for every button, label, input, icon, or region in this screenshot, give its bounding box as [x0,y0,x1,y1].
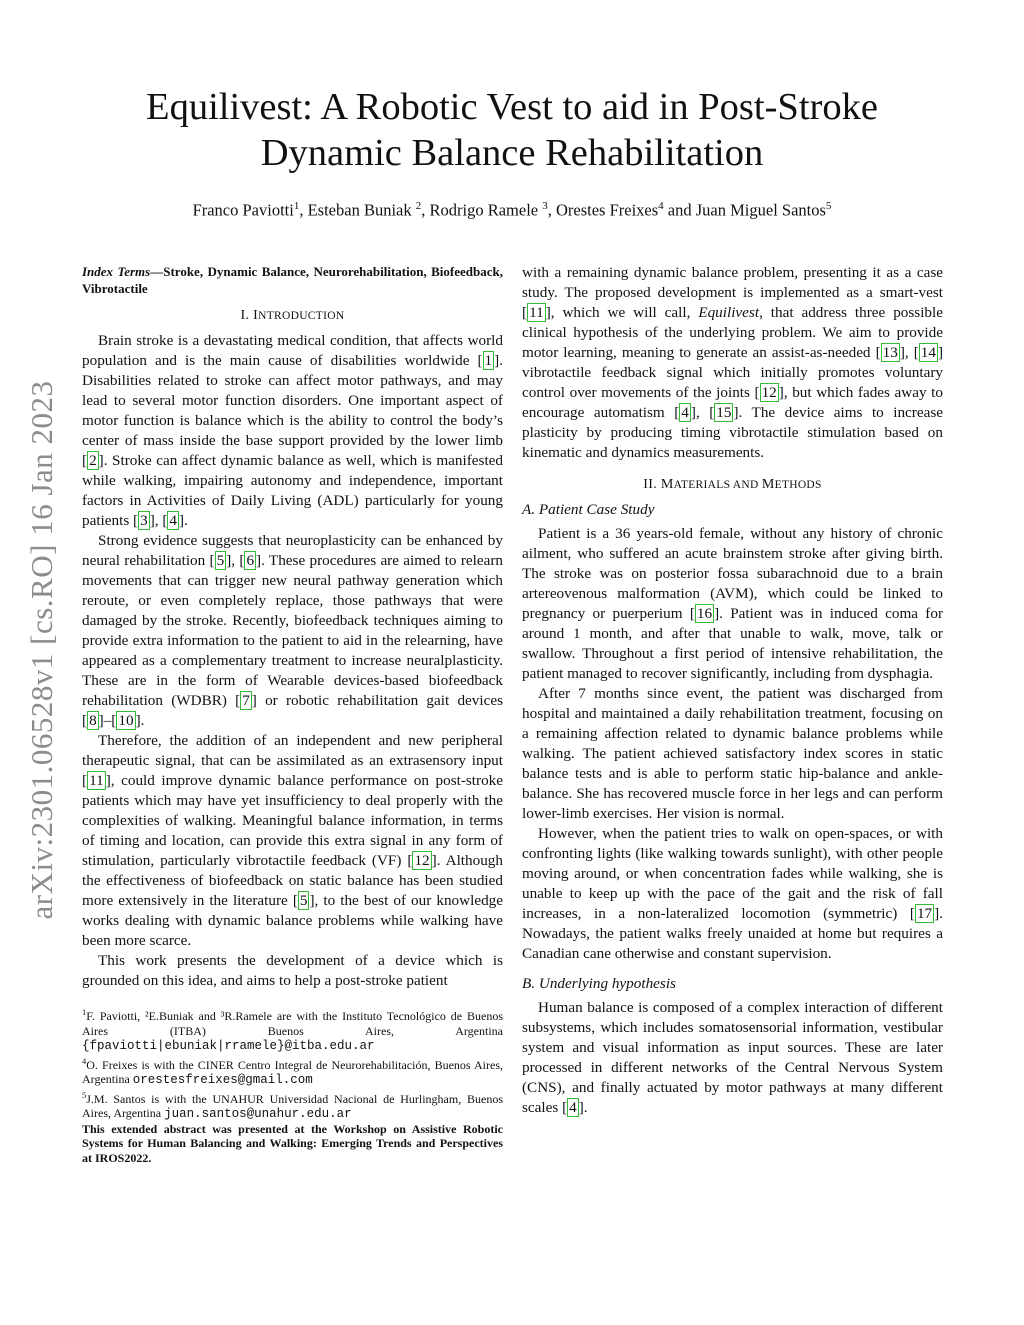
citation-link[interactable]: 15 [716,404,732,421]
citation-link[interactable]: 11 [89,772,104,789]
author: Juan Miguel Santos [695,200,826,220]
section-title-initial: I [253,308,259,323]
paragraph: Strong evidence suggests that neuroplasticity can be enhanced by neural rehabilitation [ 5 ], [ 6 ]. These procedures are aimed to relearn movements that can trigger new neural pathway generation which reroute, or even completely replace, those pathways that were damaged by the stroke. Recently, biofeedback techniques aiming to provide extra information to the patient to aid in the relearning, have appeared as a complementary treatment to increase neuralplasticity. These are in the form of Wearable devices-based biofeedback rehabilitation (WDBR) [ 7 ] or robotic rehabilitation gait devices [ 8 ]–[ 10 ]. [82,532,503,729]
citation-link[interactable]: 1 [484,352,493,369]
section-numeral: II. [643,477,657,492]
index-terms-label: Index Terms [82,264,151,279]
paragraph: with a remaining dynamic balance problem, presenting it as a case study. The proposed development is implemented as a smart-vest [ 11 ], which we will call, Equilivest, that address three possible clinical hypothesis of the underlying problem. We aim to provide motor learning, meaning to generate an assist-as-needed [ 13 ], [ 14 ] vibrotactile feedback signal which initially promotes voluntary control over movements of the joints [ 12 ], but which fades away to encourage automatism [ 4 ], [ 15 ]. The device aims to increase plasticity by producing timing vibrotactile stimulation based on kinematic and dynamics measurements. [522,264,943,461]
section-heading-introduction [82,306,503,326]
citation-link[interactable]: 17 [916,905,933,922]
footnote-affiliation-5: $^5$J.M. Santos is with the UNAHUR Universidad Nacional de Hurlingham, Buenos Aires, Argentina juan.santos@unahur.edu.ar [82,1089,503,1121]
author-separator: , [421,200,430,220]
section-heading-methods: II. MATERIALS AND METHODS [643,477,822,492]
footnotes [82,1005,503,1165]
paragraph: Therefore, the addition of an independent and new peripheral therapeutic signal, that can be assimilated as an extrasensory input [ 11 ], could improve dynamic balance performance on post-stroke patients which may have yet insufficiency to deal properly with the complexities of walking. Meaningful balance information, in terms of timing and location, can provide this extra signal in any form of stimulation, particularly vibrotactile feedback (VF) [ 12 ]. Although the effectiveness of biofeedback on static balance has been studied more extensively in the literature [ 5 ], to the best of our knowledge works dealing with dynamic balance problems while walking have been more scarce. [82,732,503,949]
subsection-heading-patient-case: A. Patient Case Study [522,501,655,518]
section-title-rest: NTRODUCTION [258,310,345,322]
left-column [82,263,503,1165]
author-separator: and [663,200,696,220]
email[interactable]: orestesfreixes@gmail.com [132,1073,313,1087]
citation-link[interactable]: 3 [140,512,148,529]
footnote-affiliation-1: $^1$F. Paviotti, ²E.Buniak and ³R.Ramele are with the Instituto Tecnológico de Buenos Aires (ITBA) Buenos Aires, Argentina {fpaviotti|ebuniak|rramele}@itba.edu.ar [82,1007,503,1053]
subsection-heading-hypothesis: B. Underlying hypothesis [522,975,676,992]
author: Rodrigo Ramele [429,200,543,220]
author: Orestes Freixes [555,200,659,220]
author-affiliation: 2 [415,200,422,212]
paragraph: Brain stroke is a devastating medical condition, that affects world population and is the main cause of disabilities worldwide [ 1 ]. Disabilities related to stroke can affect motor pathways, and may lead to several motor function disorders. One important aspect of motor function is balance which is the ability to control the body’s center of mass inside the base support provided by the lower limb [ 2 ]. Stroke can affect dynamic balance as well, which is manifested while walking, impairing autonomy and independence, important factors in Activities of Daily Living (ADL) particularly for young patients [ 3 ], [ 4 ]. [82,332,503,529]
paragraph: This work presents the development of a device which is grounded on this idea, and aims to help a post-stroke patient [82,952,503,989]
citation-link[interactable]: 8 [89,712,97,729]
citation-link[interactable]: 11 [529,304,544,321]
right-column [522,263,943,1118]
author-separator: , [299,200,308,220]
citation-link[interactable]: 4 [569,1099,577,1116]
paragraph: Human balance is composed of a complex interaction of different subsystems, which includes somatosensorial information, vestibular system and visual information as input sources. These are later processed in different networks of the Central Nervous System (CNS), and finally actuated by motor pathways at many different scales [ 4 ]. [522,999,943,1116]
author-affiliation: 3 [542,200,548,212]
footnote-affiliation-4: $^4$O. Freixes is with the CINER Centro Integral de Neurorehabilitación, Buenos Aires, Argentina orestesfreixes@gmail.com [82,1055,503,1087]
author-affiliation: 4 [658,200,664,212]
section-numeral: I. [240,308,250,323]
author: Franco Paviotti [192,200,294,220]
arxiv-stamp [12,330,72,970]
citation-link[interactable]: 10 [118,712,134,729]
paper-title [60,84,964,176]
footnote-workshop-note: This extended abstract was presented at the Workshop on Assistive Robotic Systems for Human Balancing and Walking: Emerging Trends and Perspectives at IROS2022. [82,1121,503,1165]
author: Esteban Buniak [307,200,416,220]
citation-link[interactable]: 4 [169,512,178,529]
device-name: Equilivest [698,304,760,321]
author-affiliation: 1 [293,200,300,212]
citation-link[interactable]: 12 [414,852,430,869]
index-terms-text: —Stroke, Dynamic Balance, Neurorehabilitation, Biofeedback, Vibrotactile [82,264,503,296]
index-terms [82,263,503,297]
citation-link[interactable]: 14 [920,344,936,361]
author-list [60,200,964,221]
email[interactable]: juan.santos@unahur.edu.ar [164,1107,352,1121]
citation-link[interactable]: 4 [681,404,689,421]
citation-link[interactable]: 7 [242,692,250,709]
citation-link[interactable]: 16 [696,605,713,622]
title-line-1: Equilivest: A Robotic Vest to aid in Post-Stroke [146,86,878,128]
title-line-2: Dynamic Balance Rehabilitation [260,132,764,174]
author-separator: , [547,200,556,220]
citation-link[interactable]: 5 [216,552,225,569]
citation-link[interactable]: 2 [89,452,97,469]
citation-link[interactable]: 6 [246,552,255,569]
arxiv-id: arXiv:2301.06528v1 [cs.RO] 16 Jan 2023 [24,380,59,920]
email[interactable]: {fpaviotti|ebuniak|rramele}@itba.edu.ar [82,1039,375,1053]
citation-link[interactable]: 5 [299,892,308,909]
citation-link[interactable]: 13 [882,344,898,361]
citation-link[interactable]: 12 [761,384,777,401]
paragraph: After 7 months since event, the patient was discharged from hospital and maintained a daily rehabilitation treatment, focusing on a remaining affection related to dynamic balance problems while walking. The patient achieved satisfactory index scores in static balance tests and is able to perform static hip-balance and ankle-balance. She has recovered muscle force in her legs and can perform lower-limb exercises. Her vision is normal. [522,685,943,822]
author-affiliation: 5 [825,200,832,212]
paragraph: Patient is a 36 years-old female, without any history of chronic ailment, who suffered an acute brainstem stroke after giving birth. The stroke was on posterior fossa subarachnoid due to a brain artereovenous malformation (AVM), which could be linked to pregnancy or puerperium [ 16 ]. Patient was in induced coma for around 1 month, and after that unable to walk, move, talk or swallow. Throughout a first period of intensive rehabilitation, the patient managed to recover significantly, including from dysphagia. [522,525,944,682]
paragraph: However, when the patient tries to walk on open-spaces, or with confronting lights (like walking towards sunlight), with other people moving around, or when concentration fades while walking, she is unable to keep up with the pace of the gait and the risk of fall increases, in a non-lateralized locomotion (symmetric) [ 17 ]. Nowadays, the patient walks freely unaided at home but requires a Canadian cane otherwise and constant supervision. [522,825,943,962]
